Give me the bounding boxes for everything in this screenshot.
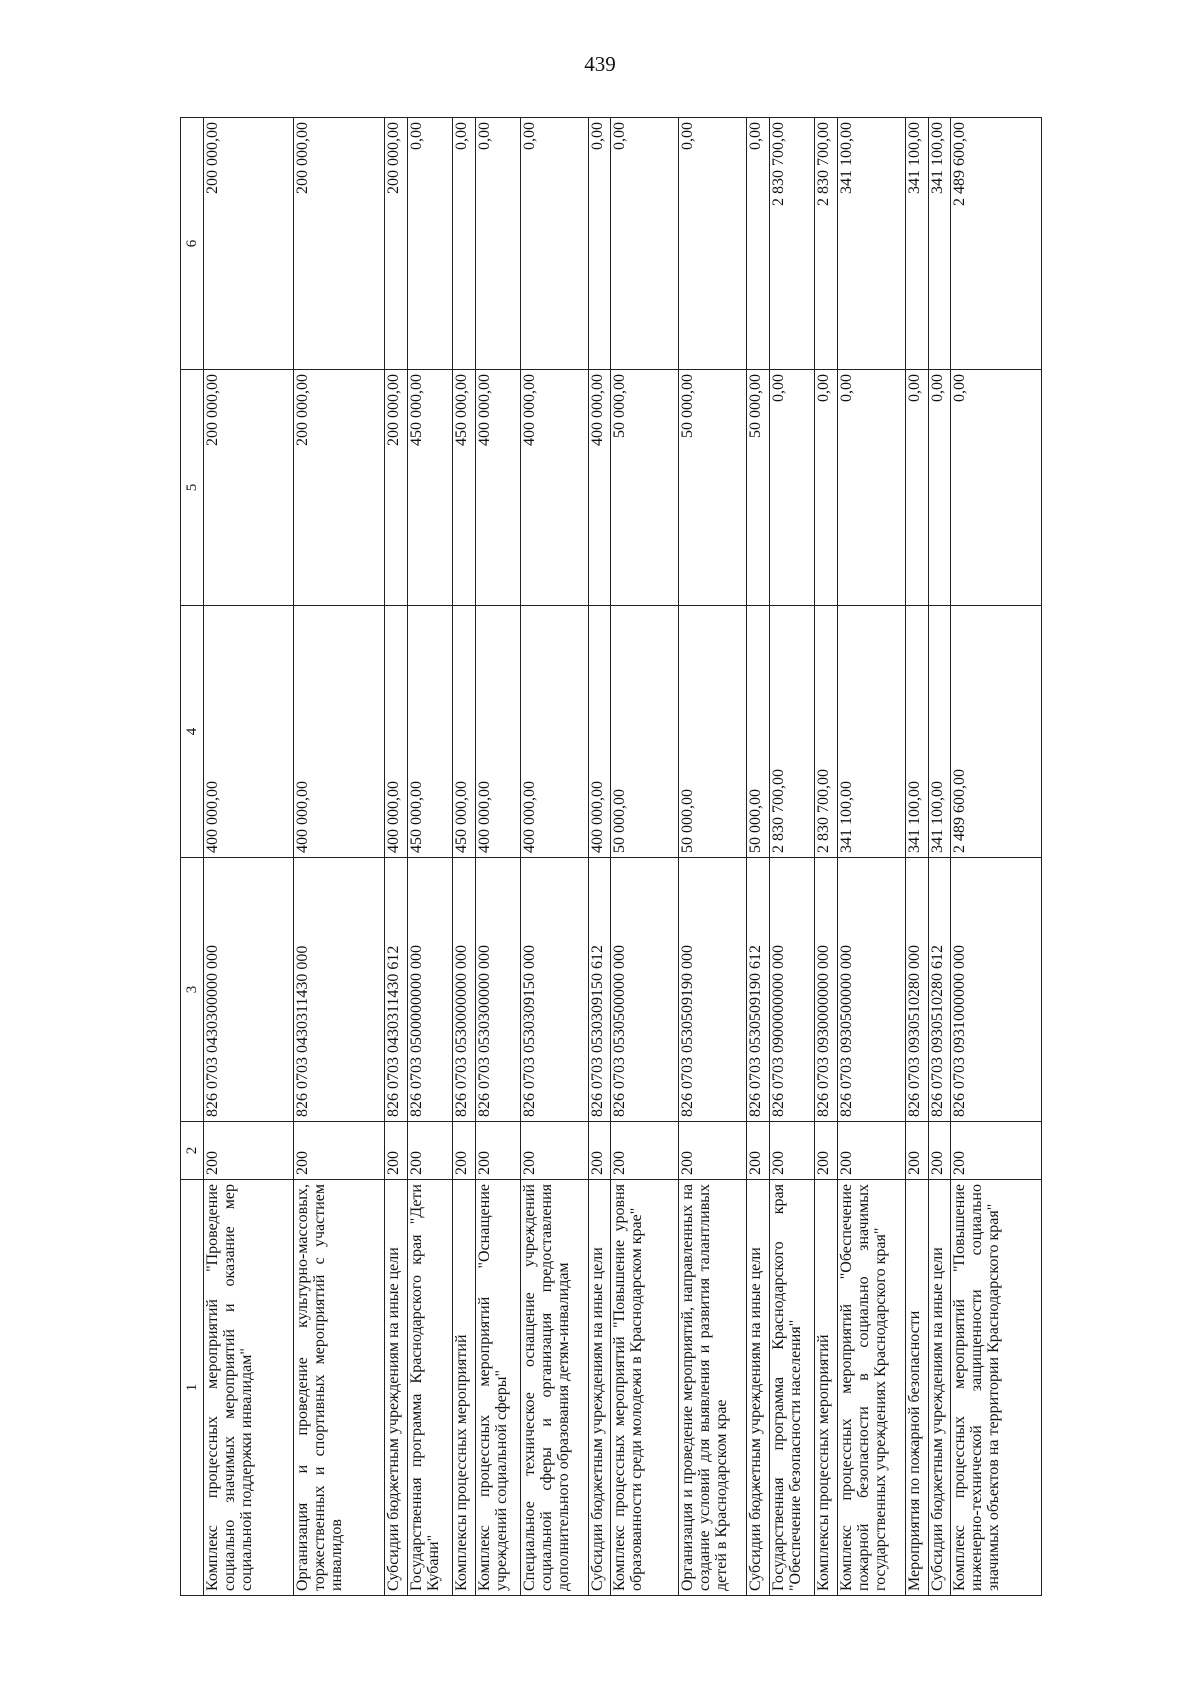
- row-code-cell: 826 0703 0430311430 612: [384, 858, 407, 1122]
- table-body: [181, 118, 1042, 1596]
- page-number: 439: [584, 52, 616, 76]
- row-col5-cell: 200 000,00: [203, 370, 294, 606]
- row-code-cell: 826 0703 0930510280 000: [906, 858, 929, 1122]
- row-admin-cell: 200: [770, 1122, 815, 1180]
- header-col-3: 3: [181, 858, 204, 1122]
- row-code-cell: 826 0703 0530300000 000: [475, 858, 520, 1122]
- row-col6-cell: 341 100,00: [906, 118, 929, 370]
- table-row: [588, 118, 611, 1596]
- row-col4-cell: 341 100,00: [928, 606, 951, 858]
- row-admin-cell: 200: [520, 1122, 588, 1180]
- row-col5-cell: 0,00: [770, 370, 815, 606]
- row-admin-cell: 200: [407, 1122, 452, 1180]
- row-col6-cell: 200 000,00: [384, 118, 407, 370]
- row-admin-cell: 200: [384, 1122, 407, 1180]
- row-admin-cell: 200: [815, 1122, 838, 1180]
- row-name-cell: Комплексы процессных мероприятий: [452, 1180, 475, 1596]
- row-col4-cell: 2 489 600,00: [951, 606, 1042, 858]
- row-admin-cell: 200: [747, 1122, 770, 1180]
- row-name-cell: Субсидии бюджетным учреждениям на иные цели: [588, 1180, 611, 1596]
- row-col6-cell: 2 830 700,00: [770, 118, 815, 370]
- row-code-cell: 826 0703 0500000000 000: [407, 858, 452, 1122]
- row-code-cell: 826 0703 0900000000 000: [770, 858, 815, 1122]
- row-col4-cell: 450 000,00: [407, 606, 452, 858]
- row-col4-cell: 50 000,00: [747, 606, 770, 858]
- row-col5-cell: 200 000,00: [294, 370, 385, 606]
- table-row: [815, 118, 838, 1596]
- rotated-table-container: [180, 118, 1042, 1596]
- header-col-5: 5: [181, 370, 204, 606]
- row-name-cell: Комплекс процессных мероприятий "Повышение уровня образованности среди молодежи в Краснодарском крае": [611, 1180, 679, 1596]
- row-code-cell: 826 0703 0530309150 612: [588, 858, 611, 1122]
- row-name-cell: Комплекс процессных мероприятий "Проведение социально значимых мероприятий и оказание мер социальной поддержки инвалидам": [203, 1180, 294, 1596]
- row-name-cell: Субсидии бюджетным учреждениям на иные цели: [928, 1180, 951, 1596]
- header-col-4: 4: [181, 606, 204, 858]
- row-name-cell: Комплекс процессных мероприятий "Обеспечение пожарной безопасности в социально значимых государственных учреждениях Краснодарского края": [838, 1180, 906, 1596]
- row-col5-cell: 50 000,00: [679, 370, 747, 606]
- row-col4-cell: 400 000,00: [203, 606, 294, 858]
- row-col6-cell: 2 830 700,00: [815, 118, 838, 370]
- table-row: [838, 118, 906, 1596]
- row-col5-cell: 400 000,00: [588, 370, 611, 606]
- row-col5-cell: 200 000,00: [384, 370, 407, 606]
- table-row: [407, 118, 452, 1596]
- row-col4-cell: 50 000,00: [611, 606, 679, 858]
- row-admin-cell: 200: [906, 1122, 929, 1180]
- row-col6-cell: 2 489 600,00: [951, 118, 1042, 370]
- row-col4-cell: 450 000,00: [452, 606, 475, 858]
- row-col4-cell: 341 100,00: [838, 606, 906, 858]
- row-col5-cell: 0,00: [815, 370, 838, 606]
- row-name-cell: Государственная программа Краснодарского края "Дети Кубани": [407, 1180, 452, 1596]
- row-col5-cell: 400 000,00: [520, 370, 588, 606]
- row-code-cell: 826 0703 0530000000 000: [452, 858, 475, 1122]
- row-code-cell: 826 0703 0430311430 000: [294, 858, 385, 1122]
- row-col6-cell: 0,00: [588, 118, 611, 370]
- row-col4-cell: 50 000,00: [679, 606, 747, 858]
- row-col4-cell: 400 000,00: [520, 606, 588, 858]
- row-col4-cell: 2 830 700,00: [815, 606, 838, 858]
- row-name-cell: Организация и проведение культурно-массовых, торжественных и спортивных мероприятий с участием инвалидов: [294, 1180, 385, 1596]
- row-admin-cell: 200: [611, 1122, 679, 1180]
- row-admin-cell: 200: [452, 1122, 475, 1180]
- table-row: [203, 118, 294, 1596]
- row-col6-cell: 0,00: [747, 118, 770, 370]
- header-col-6: 6: [181, 118, 204, 370]
- row-col5-cell: 0,00: [906, 370, 929, 606]
- row-code-cell: 826 0703 0530509190 612: [747, 858, 770, 1122]
- row-col5-cell: 50 000,00: [747, 370, 770, 606]
- row-admin-cell: 200: [203, 1122, 294, 1180]
- table-row: [475, 118, 520, 1596]
- row-name-cell: Комплексы процессных мероприятий: [815, 1180, 838, 1596]
- table-row: [679, 118, 747, 1596]
- row-col6-cell: 0,00: [475, 118, 520, 370]
- row-code-cell: 826 0703 0930510280 612: [928, 858, 951, 1122]
- row-col6-cell: 0,00: [452, 118, 475, 370]
- row-name-cell: Субсидии бюджетным учреждениям на иные цели: [384, 1180, 407, 1596]
- row-name-cell: Комплекс процессных мероприятий "Повышение инженерно-технической защищенности социально значимых объектов на территории Краснодарского края": [951, 1180, 1042, 1596]
- row-admin-cell: 200: [951, 1122, 1042, 1180]
- row-name-cell: Организация и проведение мероприятий, направленных на создание условий для выявления и развития талантливых детей в Краснодарском крае: [679, 1180, 747, 1596]
- row-code-cell: 826 0703 0430300000 000: [203, 858, 294, 1122]
- row-code-cell: 826 0703 0930000000 000: [815, 858, 838, 1122]
- row-col6-cell: 200 000,00: [294, 118, 385, 370]
- table-row: [906, 118, 929, 1596]
- row-col4-cell: 400 000,00: [588, 606, 611, 858]
- row-name-cell: Мероприятия по пожарной безопасности: [906, 1180, 929, 1596]
- table-row: [770, 118, 815, 1596]
- row-col6-cell: 0,00: [407, 118, 452, 370]
- row-col6-cell: 341 100,00: [838, 118, 906, 370]
- row-col4-cell: 2 830 700,00: [770, 606, 815, 858]
- row-admin-cell: 200: [294, 1122, 385, 1180]
- row-col4-cell: 341 100,00: [906, 606, 929, 858]
- row-col6-cell: 0,00: [520, 118, 588, 370]
- row-col6-cell: 200 000,00: [203, 118, 294, 370]
- row-admin-cell: 200: [679, 1122, 747, 1180]
- row-col6-cell: 341 100,00: [928, 118, 951, 370]
- row-admin-cell: 200: [475, 1122, 520, 1180]
- row-col5-cell: 50 000,00: [611, 370, 679, 606]
- table-header-row: [181, 118, 204, 1596]
- header-col-2: 2: [181, 1122, 204, 1180]
- table-row: [611, 118, 679, 1596]
- row-col5-cell: 400 000,00: [475, 370, 520, 606]
- table-row: [928, 118, 951, 1596]
- row-col5-cell: 0,00: [928, 370, 951, 606]
- row-name-cell: Субсидии бюджетным учреждениям на иные цели: [747, 1180, 770, 1596]
- row-code-cell: 826 0703 0530309150 000: [520, 858, 588, 1122]
- row-col5-cell: 0,00: [838, 370, 906, 606]
- row-col5-cell: 0,00: [951, 370, 1042, 606]
- row-name-cell: Специальное техническое оснащение учреждений социальной сферы и организация предоставления дополнительного образования детям-инвалидам: [520, 1180, 588, 1596]
- row-col6-cell: 0,00: [679, 118, 747, 370]
- row-admin-cell: 200: [588, 1122, 611, 1180]
- row-name-cell: Государственная программа Краснодарского края "Обеспечение безопасности населения": [770, 1180, 815, 1596]
- row-col4-cell: 400 000,00: [294, 606, 385, 858]
- row-code-cell: 826 0703 0530500000 000: [611, 858, 679, 1122]
- row-col6-cell: 0,00: [611, 118, 679, 370]
- row-code-cell: 826 0703 0530509190 000: [679, 858, 747, 1122]
- table-row: [384, 118, 407, 1596]
- row-col4-cell: 400 000,00: [384, 606, 407, 858]
- row-name-cell: Комплекс процессных мероприятий "Оснащение учреждений социальной сферы": [475, 1180, 520, 1596]
- row-col4-cell: 400 000,00: [475, 606, 520, 858]
- table-row: [747, 118, 770, 1596]
- row-col5-cell: 450 000,00: [407, 370, 452, 606]
- row-admin-cell: 200: [838, 1122, 906, 1180]
- row-col5-cell: 450 000,00: [452, 370, 475, 606]
- table-row: [951, 118, 1042, 1596]
- row-code-cell: 826 0703 0931000000 000: [951, 858, 1042, 1122]
- budget-table: [180, 117, 1042, 1596]
- table-row: [452, 118, 475, 1596]
- header-col-1: 1: [181, 1180, 204, 1596]
- row-code-cell: 826 0703 0930500000 000: [838, 858, 906, 1122]
- table-row: [520, 118, 588, 1596]
- table-row: [294, 118, 385, 1596]
- row-admin-cell: 200: [928, 1122, 951, 1180]
